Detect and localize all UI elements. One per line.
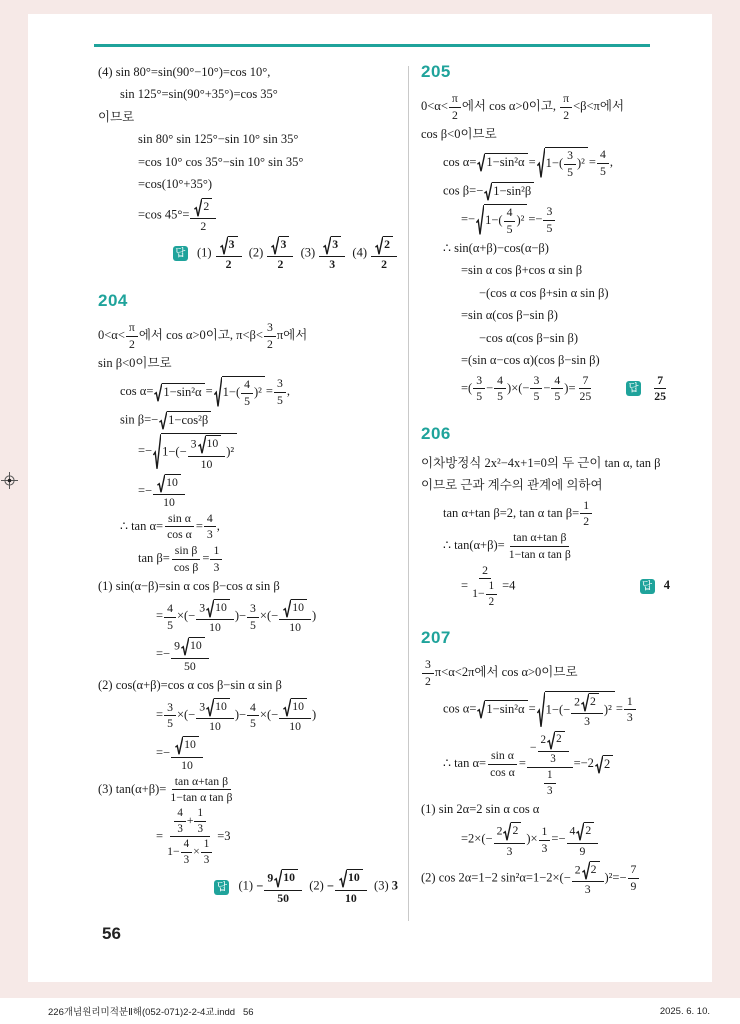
radical-sign-icon	[271, 236, 279, 255]
math-expression: cos α= 1−sin²α = 1−( $\frac{4}{5}$ )² = $\frac{3}{5}$ ,	[120, 377, 290, 408]
fraction: $\frac{1}{3}$	[624, 695, 636, 725]
math-expression: cos α= 1−sin²α = 1−(− 2 2 3 )² = $\frac{1}{3}$	[443, 691, 637, 729]
fraction: $\frac{4}{5}$	[504, 206, 516, 236]
problem-number: 207	[421, 628, 451, 648]
math-line	[421, 147, 670, 179]
print-footer	[0, 998, 740, 1024]
radical-sign-icon	[283, 698, 291, 717]
radical-sign-icon	[547, 731, 555, 750]
math-expression: 0<α< $\frac{\pi}{2}$ 에서 cos α>0이고, π<β< $\frac{3}{2}$ π에서	[98, 321, 308, 351]
math-expression: ∴ tan(α+β)= $\frac{\text{tan α+tan β}}{\text{1−tan α tan β}}$	[443, 531, 575, 561]
fraction: $\frac{2}{2}$	[190, 198, 216, 234]
math-line	[98, 85, 398, 105]
radical-sign-icon	[283, 599, 291, 618]
radical-sign-icon	[339, 869, 347, 888]
solution-block-205	[421, 62, 670, 404]
math-expression: = $\frac{3}{5}$ ×(− 3 10 10 )− $\frac{4}{5}$ ×(− $\frac{10}{10}$ )	[156, 700, 317, 734]
radical: 2	[576, 822, 594, 841]
radical-sign-icon	[503, 822, 511, 841]
math-expression: (3) tan(α+β)= $\frac{\text{tan α+tan β}}{\text{1−tan α tan β}}$	[98, 775, 236, 805]
math-line	[421, 861, 670, 897]
radical-sign-icon	[181, 637, 189, 656]
radical-sign-icon	[581, 693, 589, 712]
radical-sign-icon	[175, 736, 183, 755]
radical: 3	[271, 236, 289, 255]
radical-sign-icon	[537, 691, 545, 729]
fraction: $\frac{\pi}{2}$	[449, 92, 461, 122]
math-line	[98, 512, 398, 542]
radical: 2	[581, 693, 599, 712]
radical-sign-icon	[220, 236, 228, 255]
answer-value	[318, 237, 346, 271]
math-line	[98, 108, 398, 128]
fraction: $\frac{4}{3}$	[174, 807, 186, 835]
math-line	[421, 182, 670, 202]
answer-value: 3	[391, 879, 398, 894]
math-line	[98, 376, 398, 408]
math-line	[98, 175, 398, 195]
fraction: $\frac{3}{5}$	[564, 149, 576, 179]
math-line	[98, 236, 398, 272]
content-area	[98, 60, 670, 921]
radical: 1−sin²α	[477, 700, 527, 719]
fraction: $\frac{3}{2}$	[264, 321, 276, 351]
math-expression: =− $\frac{10}{10}$	[156, 736, 204, 772]
math-line	[98, 775, 398, 805]
answer-value	[370, 237, 398, 271]
math-expression: =2×(− 2 2 3 )× $\frac{1}{3}$ =− 4 2 9	[461, 822, 599, 858]
math-expression: =(sin α−cos α)(cos β−sin β)	[461, 353, 600, 368]
math-line	[98, 698, 398, 734]
radical: 10	[175, 736, 199, 755]
radical: 3	[323, 236, 341, 255]
page-number: 56	[102, 924, 121, 943]
left-column	[98, 60, 398, 921]
math-line	[98, 63, 398, 83]
fraction: $\frac{4}{5}$	[551, 374, 563, 404]
answer-badge: 답	[626, 381, 641, 396]
fraction: $\frac{\pi}{2}$	[560, 92, 572, 122]
math-expression: 답 (1) $\frac{3}{2}$ (2) $\frac{3}{2}$ (3) $\frac{3}{3}$ (4) $\frac{2}{2}$	[173, 236, 398, 272]
radical: 1−sin²α	[477, 153, 527, 172]
radical: 1−sin²β	[484, 182, 534, 201]
math-line	[98, 153, 398, 173]
math-line	[421, 822, 670, 858]
math-line	[421, 351, 670, 371]
math-line	[421, 374, 670, 404]
math-expression: 이므로	[98, 109, 135, 124]
math-expression: = $\frac{4}{5}$ ×(− 3 10 10 )− $\frac{3}{5}$ ×(− $\frac{10}{10}$ )	[156, 601, 317, 635]
radical-sign-icon	[476, 204, 484, 236]
math-line	[98, 736, 398, 772]
page-surface	[28, 14, 712, 982]
math-line	[98, 577, 398, 597]
fraction: − 2 2 3 $\frac{1}{3}$	[527, 731, 573, 797]
fraction: $\frac{10}{10}$	[279, 599, 311, 635]
math-line	[98, 474, 398, 510]
inline-answer	[630, 578, 670, 594]
radical: 2	[194, 198, 212, 217]
right-column	[421, 60, 670, 921]
radical: 1−( $\frac{4}{5}$ )²	[476, 204, 527, 236]
radical-sign-icon	[477, 153, 485, 172]
math-line	[98, 433, 398, 471]
math-line	[421, 284, 670, 304]
fraction: $\frac{1}{2}$	[486, 580, 498, 608]
fraction: $\frac{\text{sin β}}{\text{cos β}}$	[171, 544, 202, 574]
fraction: $\frac{4}{5}$	[164, 602, 176, 632]
answer-value	[215, 237, 243, 271]
fraction: 2 2 3	[572, 861, 604, 897]
radical-sign-icon	[576, 822, 584, 841]
fraction: $\frac{4}{3}$	[204, 512, 216, 542]
math-expression: (4) sin 80°=sin(90°−10°)=cos 10°,	[98, 64, 271, 79]
math-line	[421, 564, 670, 609]
math-line	[98, 869, 398, 905]
radical-sign-icon	[582, 861, 590, 880]
inline-answer	[616, 374, 670, 404]
fraction: $\frac{10}{10}$	[171, 736, 203, 772]
fraction: 2 2 3	[571, 693, 603, 729]
math-expression: =− 1−( $\frac{4}{5}$ )² =− $\frac{3}{5}$	[461, 204, 556, 236]
math-line	[421, 499, 670, 529]
radical: 1−( $\frac{4}{5}$ )²	[214, 376, 265, 408]
fraction: $\frac{3}{5}$	[164, 701, 176, 731]
radical-sign-icon	[274, 869, 282, 888]
math-expression: ∴ sin(α+β)−cos(α−β)	[443, 240, 549, 255]
math-expression: = $\frac{4}{3}$ + $\frac{1}{3}$ 1− $\frac{4}{3}$ × $\frac{1}{3}$ =3	[156, 807, 231, 867]
math-expression: =− 1−(− 3 10 10 )²	[138, 433, 238, 471]
problem-number: 206	[421, 423, 451, 443]
math-line	[421, 306, 670, 326]
fraction: $\frac{4}{3}$ + $\frac{1}{3}$ 1− $\frac{4}{3}$ × $\frac{1}{3}$	[164, 807, 216, 867]
fraction: $\frac{7}{25}$	[579, 373, 592, 403]
registration-mark-icon	[1, 472, 18, 489]
math-line	[421, 329, 670, 349]
fraction: 2 2 3	[494, 822, 526, 858]
answer-badge: 답	[214, 880, 229, 895]
radical-sign-icon	[194, 198, 202, 217]
fraction: 3 10 10	[196, 698, 234, 734]
fraction: $\frac{4}{5}$	[247, 701, 259, 731]
fraction: $\frac{\text{tan α+tan β}}{\text{1−tan α tan β}}$	[508, 531, 571, 561]
answer-value: 4	[663, 578, 670, 593]
radical: 2	[375, 236, 393, 255]
fraction: $\frac{1}{3}$	[539, 825, 551, 855]
math-expression: sin β=− 1−cos²β	[120, 411, 212, 430]
answer-badge: 답	[173, 246, 188, 261]
fraction: $\frac{1}{3}$	[201, 838, 213, 866]
radical-sign-icon	[157, 474, 165, 493]
radical: 10	[274, 869, 298, 888]
fraction: $\frac{7}{25}$	[654, 373, 666, 403]
fraction: 2 1− $\frac{1}{2}$	[469, 564, 501, 609]
fraction: $\frac{4}{5}$	[597, 148, 609, 178]
fraction: $\frac{\text{tan α+tan β}}{\text{1−tan α tan β}}$	[170, 774, 233, 804]
math-expression: 답 (1) − 9 10 50 (2) − $\frac{10}{10}$ (3) 3	[214, 869, 398, 905]
math-line	[421, 239, 670, 259]
math-line	[98, 411, 398, 431]
fraction: $\frac{3}{3}$	[319, 236, 345, 272]
fraction: $\frac{10}{10}$	[335, 869, 367, 905]
top-rule	[94, 44, 650, 47]
math-expression: (1) sin 2α=2 sin α cos α	[421, 802, 540, 817]
fraction: $\frac{\pi}{2}$	[126, 321, 138, 351]
math-expression: =cos 45°= $\frac{2}{2}$	[138, 198, 217, 234]
math-expression: tan α+tan β=2, tan α tan β= $\frac{1}{2}$	[443, 499, 593, 529]
radical: 10	[339, 869, 363, 888]
fraction: $\frac{2}{2}$	[371, 236, 397, 272]
math-expression: 0<α< $\frac{\pi}{2}$ 에서 cos α>0이고, $\frac{\pi}{2}$ <β<π에서	[421, 92, 625, 122]
fraction: $\frac{\text{sin α}}{\text{cos α}}$	[487, 749, 518, 779]
radical: 2	[582, 861, 600, 880]
radical-sign-icon	[206, 599, 214, 618]
radical-sign-icon	[484, 182, 492, 201]
radical: 10	[206, 599, 230, 618]
math-line	[421, 125, 670, 145]
answer-badge: 답	[640, 579, 655, 594]
answer-value	[266, 237, 294, 271]
radical: 1−sin²α	[154, 383, 204, 402]
problem-number: 205	[421, 62, 451, 81]
fraction: 2 2 3	[538, 731, 569, 766]
fraction: $\frac{1}{2}$	[580, 499, 592, 529]
fraction: 9 10 50	[264, 869, 302, 905]
math-line	[421, 261, 670, 281]
math-expression: cos β<0이므로	[421, 126, 497, 141]
footer-filename: 226개념원리미적분Ⅱ해(052-071)2-2-4교.indd 56	[48, 1007, 254, 1018]
fraction: $\frac{7}{9}$	[628, 863, 640, 893]
math-expression: = 2 1− $\frac{1}{2}$ =4	[461, 563, 516, 608]
fraction: $\frac{1}{3}$	[194, 807, 206, 835]
fraction: $\frac{1}{3}$	[210, 544, 222, 574]
radical-sign-icon	[214, 376, 222, 408]
math-expression: (2) cos 2α=1−2 sin²α=1−2×(− 2 2 3 )²=− $\frac{7}{9}$	[421, 861, 640, 897]
math-line	[98, 321, 398, 351]
math-expression: =cos(10°+35°)	[138, 177, 213, 192]
radical: 10	[283, 599, 307, 618]
fraction: $\frac{10}{10}$	[153, 474, 185, 510]
radical-sign-icon	[375, 236, 383, 255]
radical-sign-icon	[595, 755, 603, 774]
answer-value	[650, 373, 670, 403]
math-expression: ∴ tan α= $\frac{\text{sin α}}{\text{cos α}}$ = $\frac{4}{3}$ ,	[120, 511, 220, 542]
radical: 2	[595, 755, 613, 774]
math-line	[421, 731, 670, 797]
radical: 10	[157, 474, 181, 493]
radical: 10	[283, 698, 307, 717]
math-line	[98, 637, 398, 673]
math-line	[98, 354, 398, 374]
math-line	[421, 204, 670, 236]
math-expression: sin β<0이므로	[98, 356, 172, 371]
math-expression: cos α= 1−sin²α = 1−( $\frac{3}{5}$ )² = $\frac{4}{5}$ ,	[443, 148, 613, 179]
fraction: $\frac{3}{5}$	[473, 374, 485, 404]
radical-sign-icon	[537, 147, 545, 179]
footer-date: 2025. 6. 10.	[659, 1005, 710, 1017]
math-line	[98, 198, 398, 234]
math-expression: (2) cos(α+β)=cos α cos β−sin α sin β	[98, 677, 282, 692]
radical: 2	[503, 822, 521, 841]
answer-value: − $\frac{10}{10}$	[327, 879, 368, 893]
fraction: $\frac{4}{3}$	[181, 838, 193, 866]
fraction: $\frac{3}{2}$	[216, 236, 242, 272]
radical: 1−( $\frac{3}{5}$ )²	[537, 147, 588, 179]
fraction: $\frac{3}{2}$	[422, 658, 434, 688]
math-expression: =sin α(cos β−sin β)	[461, 308, 558, 323]
fraction: 9 10 50	[171, 637, 209, 673]
solution-block-206	[421, 424, 670, 609]
fraction: 4 2 9	[567, 822, 599, 858]
math-expression: =− 9 10 50	[156, 637, 210, 673]
math-expression: =− $\frac{10}{10}$	[138, 474, 186, 510]
math-expression: (1) sin(α−β)=sin α cos β−cos α sin β	[98, 578, 280, 593]
fraction: $\frac{4}{5}$	[494, 374, 506, 404]
fraction: $\frac{1}{3}$	[544, 769, 556, 797]
radical: 3	[220, 236, 238, 255]
fraction: $\frac{10}{10}$	[279, 698, 311, 734]
radical: 1−cos²β	[159, 411, 211, 430]
math-line	[421, 531, 670, 561]
fraction: 3 10 10	[196, 599, 234, 635]
math-expression: cos β=− 1−sin²β	[443, 182, 535, 201]
fraction: $\frac{3}{5}$	[530, 374, 542, 404]
math-line	[98, 130, 398, 150]
math-line	[98, 544, 398, 574]
math-line	[98, 807, 398, 867]
math-line	[98, 676, 398, 696]
solution-block-continued	[98, 63, 398, 272]
radical-sign-icon	[198, 435, 206, 454]
solution-block-207	[421, 628, 670, 896]
fraction: $\frac{3}{5}$	[274, 377, 286, 407]
fraction: $\frac{3}{2}$	[267, 236, 293, 272]
problem-number: 204	[98, 291, 128, 311]
math-expression: sin 125°=sin(90°+35°)=cos 35°	[120, 87, 278, 102]
fraction: $\frac{3}{5}$	[247, 602, 259, 632]
math-line	[421, 476, 670, 496]
radical-sign-icon	[477, 700, 485, 719]
radical-sign-icon	[153, 433, 161, 471]
fraction: $\frac{4}{5}$	[241, 378, 253, 408]
answer-value: − 9 10 50	[256, 879, 303, 893]
radical: 2	[547, 731, 565, 750]
radical-sign-icon	[206, 698, 214, 717]
radical: 10	[198, 435, 222, 454]
math-line	[421, 454, 670, 474]
fraction: $\frac{\text{sin α}}{\text{cos α}}$	[164, 512, 195, 542]
math-line	[421, 800, 670, 820]
radical: 1−(− 2 2 3 )²	[537, 691, 615, 729]
radical: 10	[181, 637, 205, 656]
math-expression: =( $\frac{3}{5}$ − $\frac{4}{5}$ )×(− $\frac{3}{5}$ − $\frac{4}{5}$ )= $\frac{7}{25}$	[461, 374, 595, 404]
fraction: 3 10 10	[188, 435, 226, 471]
math-expression: 이차방정식 2x²−4x+1=0의 두 근이 tan α, tan β	[421, 455, 661, 470]
radical-sign-icon	[323, 236, 331, 255]
radical: 10	[206, 698, 230, 717]
radical-sign-icon	[159, 411, 167, 430]
math-line	[421, 691, 670, 729]
math-expression: ∴ tan α= $\frac{\text{sin α}}{\text{cos α}}$ = − 2 2 3 $\frac{1}{3}$ =−2 2	[443, 731, 614, 797]
math-expression: =cos 10° cos 35°−sin 10° sin 35°	[138, 154, 304, 169]
math-line	[421, 658, 670, 688]
math-expression: 이므로 근과 계수의 관계에 의하여	[421, 478, 603, 493]
math-expression: sin 80° sin 125°−sin 10° sin 35°	[138, 132, 299, 147]
math-line	[98, 599, 398, 635]
column-divider	[408, 66, 409, 921]
math-expression: tan β= $\frac{\text{sin β}}{\text{cos β}}$ = $\frac{1}{3}$	[138, 544, 223, 574]
radical: 1−(− 3 10 10 )²	[153, 433, 237, 471]
math-expression: −(cos α cos β+sin α sin β)	[479, 285, 609, 300]
math-expression: $\frac{3}{2}$ π<α<2π에서 cos α>0이므로	[421, 658, 578, 688]
solution-block-204	[98, 291, 398, 905]
math-expression: −cos α(cos β−sin β)	[479, 330, 578, 345]
math-expression: =sin α cos β+cos α sin β	[461, 263, 583, 278]
math-line	[421, 92, 670, 122]
fraction: $\frac{3}{5}$	[543, 205, 555, 235]
radical-sign-icon	[154, 383, 162, 402]
